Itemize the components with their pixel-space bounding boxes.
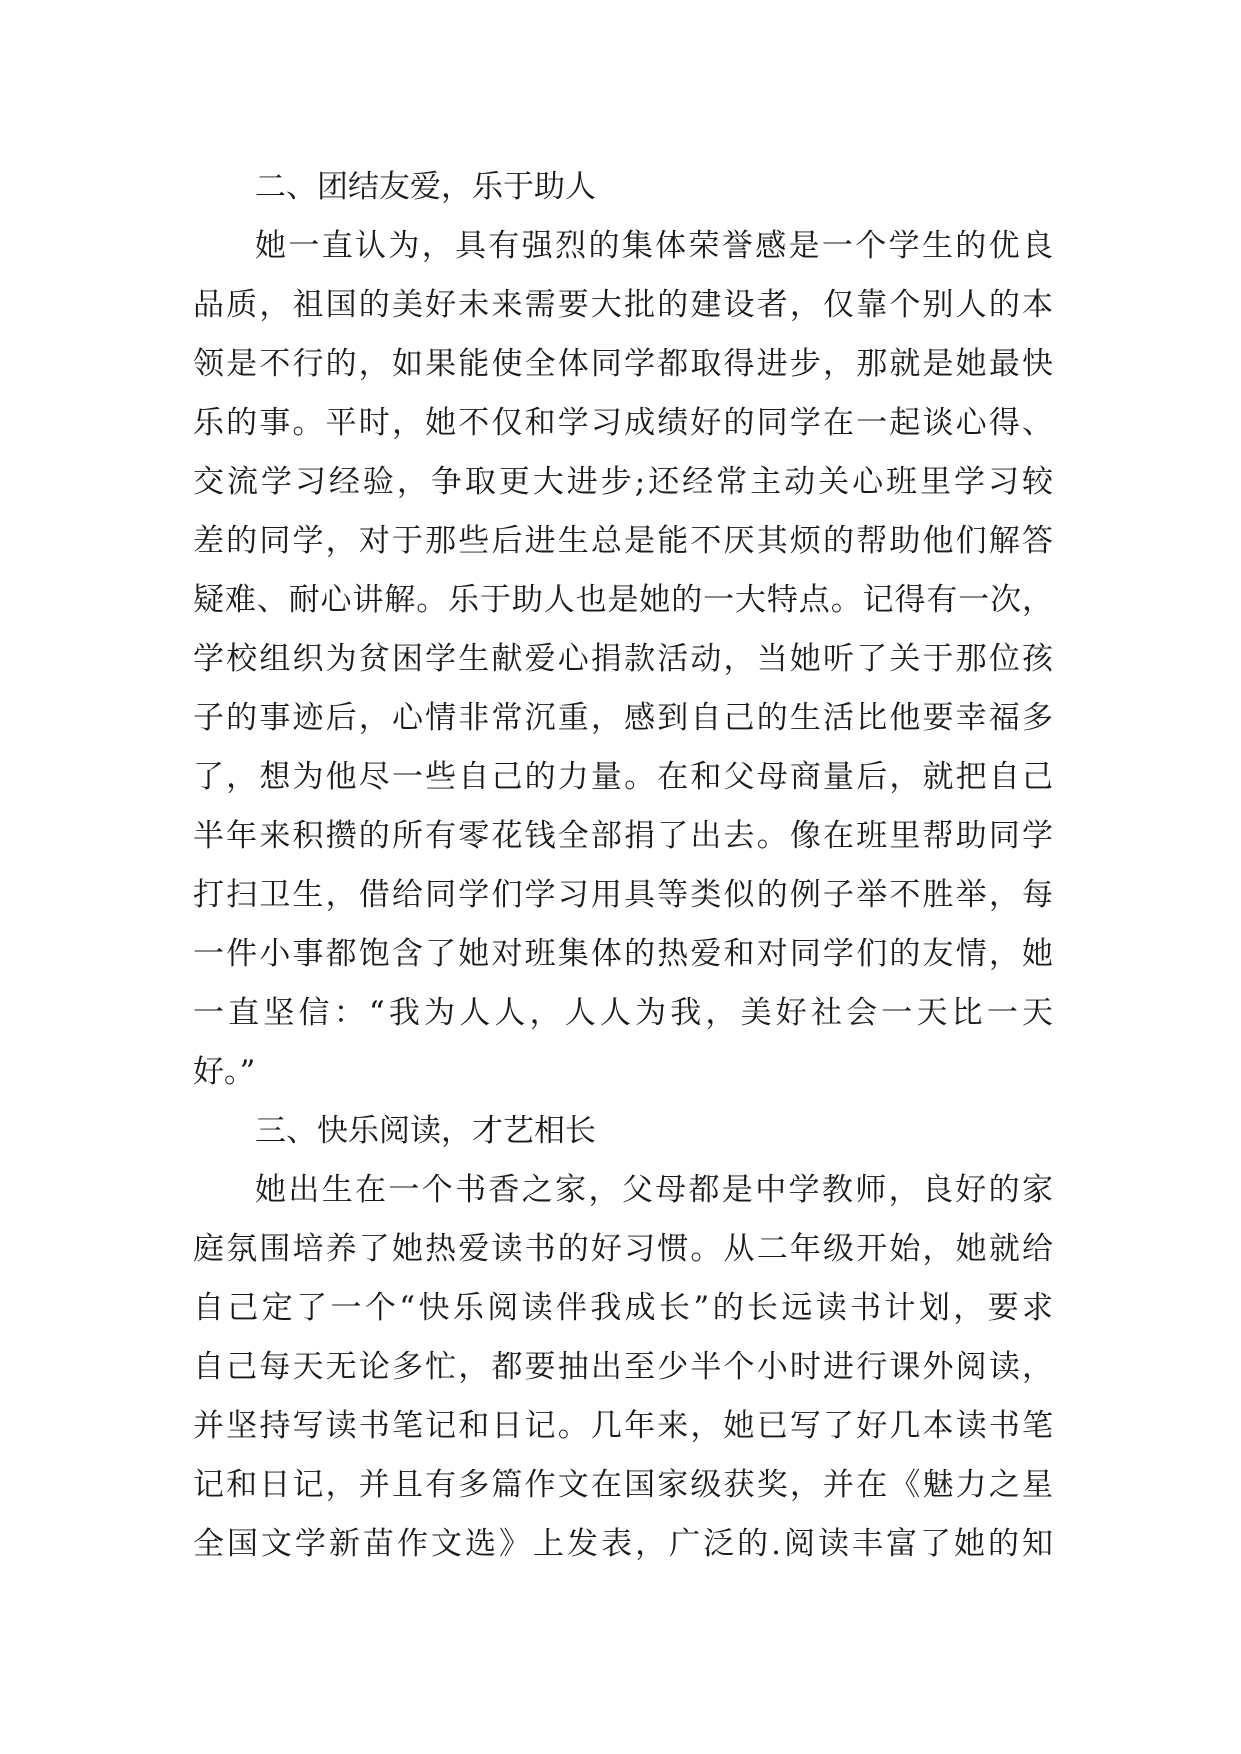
paragraph-line: 全国文学新苗作文选》上发表，广泛的.阅读丰富了她的知 bbox=[193, 1526, 1053, 1562]
paragraph-line: 自己定了一个“快乐阅读伴我成长”的长远读书计划，要求 bbox=[193, 1290, 1053, 1326]
paragraph-line: 了，想为他尽一些自己的力量。在和父母商量后，就把自己 bbox=[193, 759, 1053, 795]
paragraph-line: 庭氛围培养了她热爱读书的好习惯。从二年级开始，她就给 bbox=[193, 1231, 1053, 1267]
section-heading: 二、团结友爱，乐于助人 bbox=[255, 169, 596, 205]
paragraph-line: 学校组织为贫困学生献爱心捐款活动，当她听了关于那位孩 bbox=[193, 641, 1053, 677]
paragraph-line: 交流学习经验，争取更大进步;还经常主动关心班里学习较 bbox=[193, 464, 1053, 500]
paragraph-line: 一直坚信：“我为人人，人人为我，美好社会一天比一天 bbox=[193, 995, 1053, 1031]
paragraph-line: 领是不行的，如果能使全体同学都取得进步，那就是她最快 bbox=[193, 346, 1053, 382]
paragraph-line: 一件小事都饱含了她对班集体的热爱和对同学们的友情，她 bbox=[193, 936, 1053, 972]
paragraph-line: 差的同学，对于那些后进生总是能不厌其烦的帮助他们解答 bbox=[193, 523, 1053, 559]
paragraph-line: 她出生在一个书香之家，父母都是中学教师，良好的家 bbox=[255, 1172, 1053, 1208]
paragraph-line: 记和日记，并且有多篇作文在国家级获奖，并在《魅力之星 bbox=[193, 1467, 1053, 1503]
paragraph-line: 疑难、耐心讲解。乐于助人也是她的一大特点。记得有一次， bbox=[193, 582, 1053, 618]
paragraph-line: 好。” bbox=[193, 1054, 256, 1090]
paragraph-line: 品质，祖国的美好未来需要大批的建设者，仅靠个别人的本 bbox=[193, 287, 1053, 323]
paragraph-line: 并坚持写读书笔记和日记。几年来，她已写了好几本读书笔 bbox=[193, 1408, 1053, 1444]
paragraph-line: 乐的事。平时，她不仅和学习成绩好的同学在一起谈心得、 bbox=[193, 405, 1053, 441]
paragraph-line: 子的事迹后，心情非常沉重，感到自己的生活比他要幸福多 bbox=[193, 700, 1053, 736]
paragraph-line: 半年来积攒的所有零花钱全部捐了出去。像在班里帮助同学 bbox=[193, 818, 1053, 854]
paragraph-line: 她一直认为，具有强烈的集体荣誉感是一个学生的优良 bbox=[255, 228, 1053, 264]
paragraph-line: 自己每天无论多忙，都要抽出至少半个小时进行课外阅读， bbox=[193, 1349, 1053, 1385]
paragraph-line: 打扫卫生，借给同学们学习用具等类似的例子举不胜举，每 bbox=[193, 877, 1053, 913]
section-heading: 三、快乐阅读，才艺相长 bbox=[255, 1113, 596, 1149]
document-body bbox=[193, 158, 1053, 1574]
